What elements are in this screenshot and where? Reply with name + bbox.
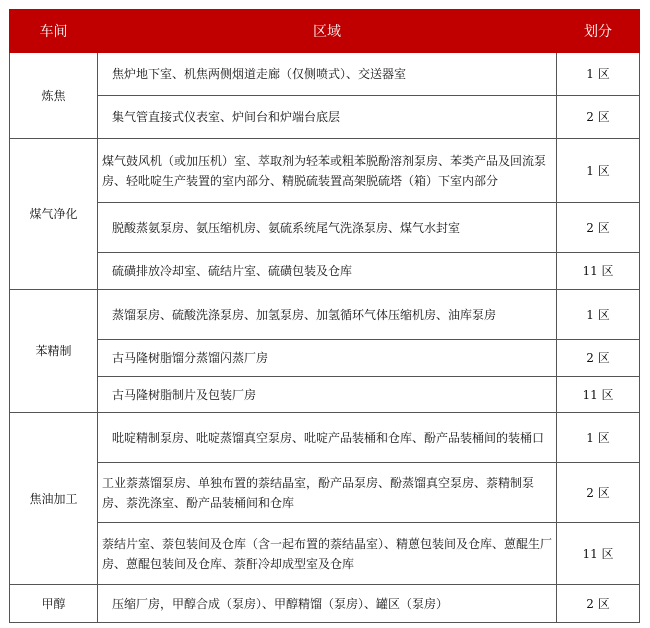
division-cell: 1 区 <box>557 139 640 203</box>
division-cell: 1 区 <box>557 53 640 96</box>
division-cell: 2 区 <box>557 340 640 377</box>
workshop-cell: 炼焦 <box>10 53 98 139</box>
area-cell: 压缩厂房，甲醇合成（泵房）、甲醇精馏（泵房）、罐区（泵房） <box>98 585 557 623</box>
table-row <box>10 463 640 523</box>
header-area: 区域 <box>98 10 557 53</box>
area-cell: 集气管直接式仪表室、炉间台和炉端台底层 <box>98 96 557 139</box>
table-row <box>10 253 640 290</box>
table-row <box>10 96 640 139</box>
division-cell: 2 区 <box>557 203 640 253</box>
header-workshop: 车间 <box>10 10 98 53</box>
division-cell: 2 区 <box>557 96 640 139</box>
table-row <box>10 585 640 623</box>
division-cell: 2 区 <box>557 585 640 623</box>
area-cell: 蒸馏泵房、硫酸洗涤泵房、加氢泵房、加氢循环气体压缩机房、油库泵房 <box>98 290 557 340</box>
area-cell: 古马隆树脂制片及包装厂房 <box>98 377 557 413</box>
area-cell: 萘结片室、萘包装间及仓库（含一起布置的萘结晶室）、精蒽包装间及仓库、蒽醌生厂房、蒽醌包装间及仓库、萘酐冷却成型室及仓库 <box>98 523 557 585</box>
table-row <box>10 203 640 253</box>
division-cell: 11 区 <box>557 523 640 585</box>
table-row <box>10 53 640 96</box>
area-cell: 煤气鼓风机（或加压机）室、萃取剂为轻苯或粗苯脱酚溶剂泵房、苯类产品及回流泵房、轻吡啶生产装置的室内部分、精脱硫装置高架脱硫塔（箱）下室内部分 <box>98 139 557 203</box>
area-cell: 吡啶精制泵房、吡啶蒸馏真空泵房、吡啶产品装桶和仓库、酚产品装桶间的装桶口 <box>98 413 557 463</box>
division-cell: 1 区 <box>557 290 640 340</box>
header-division: 划分 <box>557 10 640 53</box>
workshop-cell: 甲醇 <box>10 585 98 623</box>
division-cell: 11 区 <box>557 377 640 413</box>
division-cell: 1 区 <box>557 413 640 463</box>
table-row <box>10 139 640 203</box>
table-row <box>10 523 640 585</box>
division-cell: 11 区 <box>557 253 640 290</box>
hazard-zone-table <box>9 9 640 623</box>
area-cell: 硫磺排放冷却室、硫结片室、硫磺包装及仓库 <box>98 253 557 290</box>
table-row <box>10 340 640 377</box>
area-cell: 古马隆树脂馏分蒸馏闪蒸厂房 <box>98 340 557 377</box>
workshop-cell: 煤气净化 <box>10 139 98 290</box>
table-row <box>10 377 640 413</box>
division-cell: 2 区 <box>557 463 640 523</box>
area-cell: 脱酸蒸氨泵房、氨压缩机房、氨硫系统尾气洗涤泵房、煤气水封室 <box>98 203 557 253</box>
table-row <box>10 290 640 340</box>
workshop-cell: 苯精制 <box>10 290 98 413</box>
workshop-cell: 焦油加工 <box>10 413 98 585</box>
area-cell: 焦炉地下室、机焦两侧烟道走廊（仅侧喷式）、交送器室 <box>98 53 557 96</box>
header-row <box>10 10 640 53</box>
area-cell: 工业萘蒸馏泵房、单独布置的萘结晶室，酚产品泵房、酚蒸馏真空泵房、萘精制泵房、萘洗涤室、酚产品装桶间和仓库 <box>98 463 557 523</box>
table-row <box>10 413 640 463</box>
